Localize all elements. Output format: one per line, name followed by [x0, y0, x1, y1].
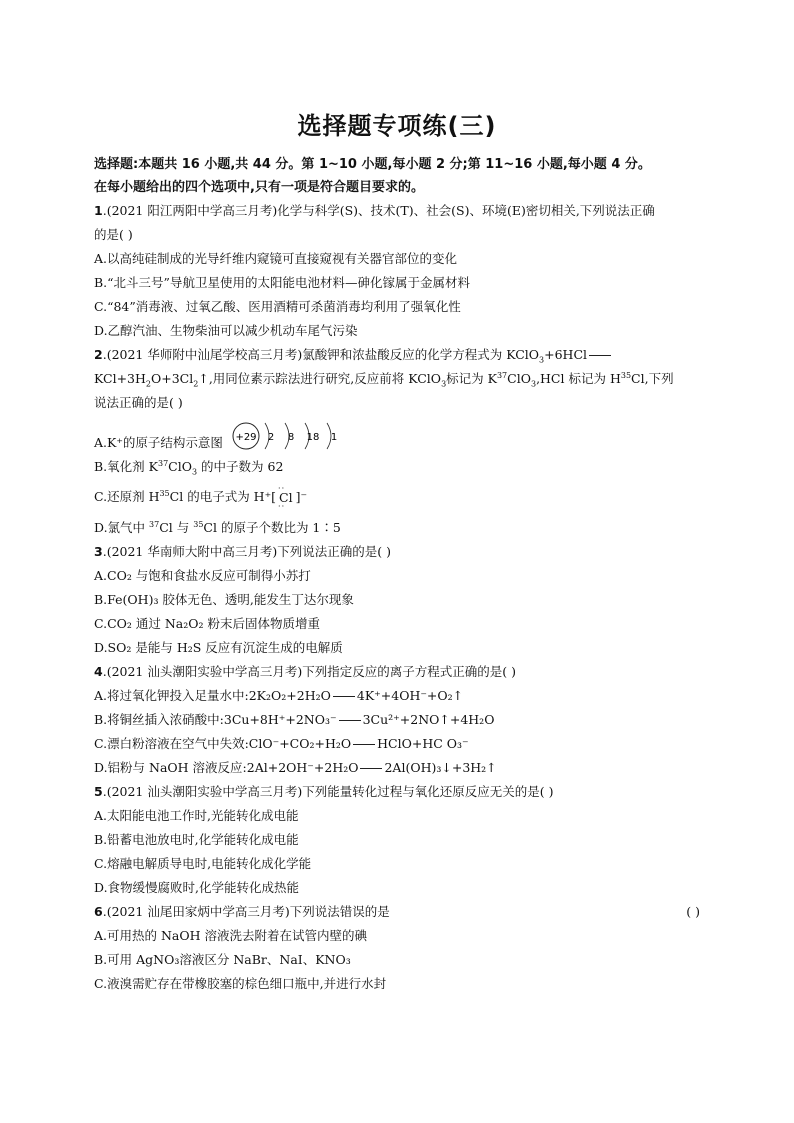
answer-paren: ( ) — [686, 903, 700, 919]
equation-right: HClO+HC O₃⁻ — [377, 735, 469, 751]
equation-right: 3Cu²⁺+2NO↑+4H₂O — [362, 711, 495, 727]
stem-text: +6HCl — [544, 347, 588, 362]
worksheet-page — [94, 100, 700, 996]
option-a — [94, 684, 700, 708]
option-d: D.乙醇汽油、生物柴油可以减少机动车尾气污染 — [94, 323, 358, 338]
question-5 — [94, 780, 700, 900]
instructions-line-1: 选择题:本题共 16 小题,共 44 分。第 1~10 小题,每小题 2 分;第 11~16 小题,每小题 4 分。 — [94, 157, 651, 172]
option-c — [94, 732, 700, 756]
question-2 — [94, 343, 700, 540]
question-2-stem: 2.(2021 华师附中汕尾学校高三月考)氯酸钾和浓盐酸反应的化学方程式为 KClO$_3$+6HCl — [94, 343, 700, 367]
question-stem: 下列指定反应的离子方程式正确的是( ) — [302, 663, 516, 679]
stem-text: O+3Cl — [151, 371, 194, 386]
option-a: A.以高纯硅制成的光导纤维内窥镜可直接窥视有关器官部位的变化 — [94, 251, 458, 266]
stem-text: ↑,用同位素示踪法进行研究,反应前将 KClO — [198, 371, 442, 386]
option-d — [94, 516, 700, 540]
atom-structure-diagram — [231, 419, 341, 453]
option-c: C.“84”消毒液、过氧乙酸、医用酒精可杀菌消毒均利用了强氧化性 — [94, 299, 461, 314]
superscript: 35 — [620, 370, 632, 380]
lewis-dot-chlorine — [276, 480, 296, 516]
option-c: C.液溴需贮存在带橡胶塞的棕色细口瓶中,并进行水封 — [94, 975, 387, 991]
superscript: 37 — [157, 458, 169, 468]
option-a — [94, 415, 700, 455]
question-number: 3 — [94, 543, 103, 559]
question-source: (2021 华南师大附中高三月考) — [106, 543, 278, 559]
option-b-text: ClO — [168, 459, 192, 474]
question-number: 6 — [94, 903, 103, 919]
question-number: 4 — [94, 663, 103, 679]
stem-text: Cl,下列 — [631, 371, 674, 386]
option-a-text: A.K⁺的原子结构示意图 — [94, 435, 223, 450]
subscript: 3 — [539, 355, 545, 365]
question-source: (2021 阳江两阳中学高三月考) — [106, 203, 278, 218]
instructions-line-2: 在每小题给出的四个选项中,只有一项是符合题目要求的。 — [94, 180, 424, 195]
option-d: D.食物缓慢腐败时,化学能转化成热能 — [94, 879, 300, 895]
option-d-text: Cl 与 — [159, 519, 194, 535]
option-a: A.可用热的 NaOH 溶液洗去附着在试管内壁的碘 — [94, 927, 367, 943]
option-a: A.CO₂ 与饱和食盐水反应可制得小苏打 — [94, 567, 311, 583]
stem-text: ,HCl 标记为 H — [536, 371, 621, 386]
option-c: C.熔融电解质导电时,电能转化成化学能 — [94, 855, 312, 871]
option-d: D.SO₂ 是能与 H₂S 反应有沉淀生成的电解质 — [94, 639, 343, 655]
question-stem: 下列能量转化过程与氧化还原反应无关的是( ) — [302, 783, 554, 799]
subscript: 2 — [193, 379, 199, 389]
shell-count: 8 — [287, 432, 295, 443]
question-2-stem-cont-2: 说法正确的是( ) — [94, 395, 183, 410]
option-b — [94, 708, 700, 732]
equation-left: A.将过氧化钾投入足量水中:2K₂O₂+2H₂O — [94, 687, 331, 703]
equals-bar — [339, 720, 361, 721]
option-b: B.“北斗三号”导航卫星使用的太阳能电池材料—砷化镓属于金属材料 — [94, 275, 470, 290]
question-6 — [94, 900, 700, 996]
equation-left: C.漂白粉溶液在空气中失效:ClO⁻+CO₂+H₂O — [94, 735, 352, 751]
question-1-stem-cont: 的是( ) — [94, 227, 133, 242]
option-d — [94, 756, 700, 780]
question-source: (2021 汕头潮阳实验中学高三月考) — [106, 663, 303, 679]
question-stem: 下列说法错误的是 — [289, 903, 390, 919]
option-d-text: D.氯气中 — [94, 519, 150, 535]
question-4-stem: 4.(2021 汕头潮阳实验中学高三月考)下列指定反应的离子方程式正确的是( ) — [94, 663, 516, 679]
equation-left: D.铝粉与 NaOH 溶液反应:2Al+2OH⁻+2H₂O — [94, 759, 359, 775]
question-number: 5 — [94, 783, 103, 799]
equals-bar — [333, 696, 355, 697]
equation-right: 4K⁺+4OH⁻+O₂↑ — [356, 687, 464, 703]
question-stem: 下列说法正确的是( ) — [277, 543, 391, 559]
subscript: 3 — [441, 379, 447, 389]
option-b: B.铅蓄电池放电时,化学能转化成电能 — [94, 831, 299, 847]
question-source: (2021 汕尾田家炳中学高三月考) — [106, 903, 290, 919]
question-number: 2 — [94, 347, 103, 362]
question-stem: 化学与科学(S)、技术(T)、社会(S)、环境(E)密切相关,下列说法正确 — [277, 203, 655, 218]
subscript: 3 — [191, 467, 198, 477]
question-2-stem-cont — [94, 367, 700, 391]
option-d-text: Cl 的原子个数比为 1∶5 — [203, 519, 341, 535]
option-b — [94, 455, 700, 479]
equals-bar — [360, 768, 382, 769]
option-c: C.CO₂ 通过 Na₂O₂ 粉末后固体物质增重 — [94, 615, 320, 631]
option-c-text: ]⁻ — [295, 489, 308, 504]
option-b: B.可用 AgNO₃溶液区分 NaBr、NaI、KNO₃ — [94, 951, 351, 967]
chlorine-symbol: Cl — [279, 489, 293, 505]
nucleus-label: +29 — [235, 432, 257, 443]
subscript: 3 — [530, 379, 537, 389]
question-1-stem: 1.(2021 阳江两阳中学高三月考)化学与科学(S)、技术(T)、社会(S)、环境(E)密切相关,下列说法正确 — [94, 203, 655, 218]
page-title: 选择题专项练(三) — [297, 112, 497, 140]
stem-text: 氯酸钾和浓盐酸反应的化学方程式为 KClO — [302, 347, 540, 362]
superscript: 35 — [193, 519, 204, 529]
subscript: 2 — [145, 379, 151, 389]
shell-count: 1 — [330, 432, 338, 443]
superscript: 37 — [149, 519, 160, 529]
question-source: (2021 华师附中汕尾学校高三月考) — [106, 347, 303, 362]
electron-dots: ·· — [278, 483, 286, 493]
question-6-stem: 6.(2021 汕尾田家炳中学高三月考)下列说法错误的是 ( ) — [94, 900, 700, 924]
equation-left: B.将铜丝插入浓硝酸中:3Cu+8H⁺+2NO₃⁻ — [94, 711, 337, 727]
option-a: A.太阳能电池工作时,光能转化成电能 — [94, 807, 299, 823]
superscript: 37 — [496, 370, 508, 380]
option-c-text: C.还原剂 H — [94, 489, 160, 504]
option-c-text: Cl 的电子式为 H⁺[ — [169, 489, 277, 504]
instructions — [94, 153, 700, 199]
stem-text: KCl+3H — [94, 371, 146, 386]
electron-dots: ·· — [278, 501, 286, 511]
question-number: 1 — [94, 203, 103, 218]
equation-right: 2Al(OH)₃↓+3H₂↑ — [384, 759, 497, 775]
question-source: (2021 汕头潮阳实验中学高三月考) — [106, 783, 303, 799]
shell-count: 18 — [306, 432, 320, 443]
question-5-stem: 5.(2021 汕头潮阳实验中学高三月考)下列能量转化过程与氧化还原反应无关的是( ) — [94, 783, 554, 799]
question-1 — [94, 199, 700, 343]
stem-text: ClO — [507, 371, 531, 386]
equals-bar — [589, 355, 611, 356]
option-c — [94, 479, 700, 516]
option-b: B.Fe(OH)₃ 胶体无色、透明,能发生丁达尔现象 — [94, 591, 354, 607]
superscript: 35 — [159, 488, 170, 498]
question-3-stem: 3.(2021 华南师大附中高三月考)下列说法正确的是( ) — [94, 543, 391, 559]
question-4 — [94, 660, 700, 780]
question-3 — [94, 540, 700, 660]
option-b-text: B.氧化剂 K — [94, 459, 158, 474]
equals-bar — [353, 744, 375, 745]
stem-text: 标记为 K — [446, 371, 497, 386]
shell-count: 2 — [267, 432, 275, 443]
option-b-text: 的中子数为 62 — [197, 459, 284, 474]
